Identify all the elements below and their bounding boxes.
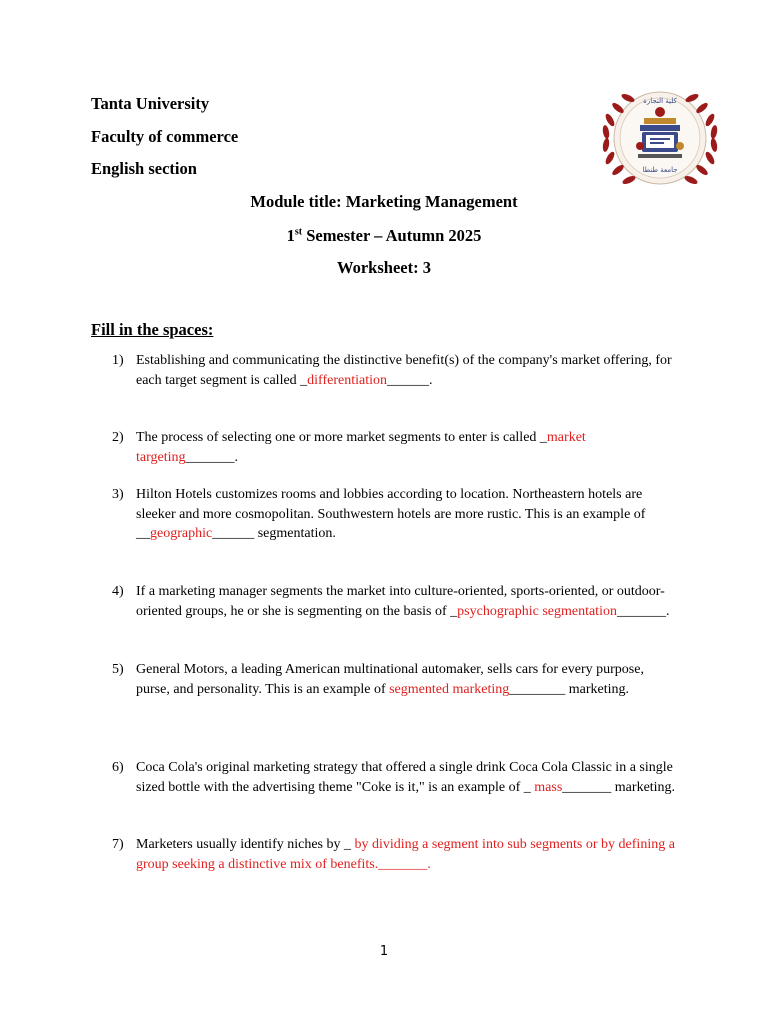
question-text: [136, 758, 678, 797]
page-number: 1: [379, 944, 389, 959]
question-prompt: Hilton Hotels customizes rooms and lobbies according to location. Northeastern hotels are sleeker and more cosmopolitan. Southwestern hotels are more rustic. This is an example of __: [136, 487, 646, 542]
svg-text:جامعة طنطا: جامعة طنطا: [642, 166, 678, 174]
faculty-logo: [596, 76, 724, 204]
question-number: 5): [112, 662, 124, 677]
question-prompt: General Motors, a leading American multinational automaker, sells cars for every purpose, purse, and personality. This is an example of: [136, 662, 644, 697]
question-suffix: _______.: [185, 449, 239, 465]
semester-ordinal: st: [294, 226, 303, 238]
question-prompt: Coca Cola's original marketing strategy that offered a single drink Coca Cola Classic in a single sized bottle with the advertising theme "Coke is it," is an example of _: [136, 760, 673, 795]
question-number: 6): [112, 760, 124, 775]
question-number: 7): [112, 837, 124, 852]
question-prompt: Establishing and communicating the distinctive benefit(s) of the company's market offering, for each target segment is called _: [136, 353, 672, 388]
question-number: 1): [112, 353, 124, 368]
question-text: [136, 582, 678, 621]
semester-text: Semester – Autumn 2025: [302, 226, 482, 245]
question-number: 4): [112, 584, 124, 599]
question-1: [112, 351, 678, 390]
semester-line: [0, 226, 768, 246]
answer-text: geographic: [150, 526, 213, 542]
question-suffix: ________ marketing.: [509, 681, 630, 697]
question-suffix: _______.: [616, 603, 670, 619]
section-name: English section: [91, 159, 197, 178]
question-3: [112, 485, 678, 544]
svg-text:كلية التجارة: كلية التجارة: [643, 97, 677, 105]
answer-text: market targeting: [136, 430, 586, 465]
question-prompt: The process of selecting one or more market segments to enter is called _: [136, 430, 547, 445]
faculty-name: Faculty of commerce: [91, 127, 239, 146]
university-name: Tanta University: [91, 94, 210, 113]
question-text: [136, 660, 678, 699]
question-prompt: If a marketing manager segments the market into culture-oriented, sports-oriented, or outdoor-oriented groups, he or she is segmenting on the basis of _: [136, 584, 665, 619]
question-suffix: ______ segmentation.: [212, 526, 336, 542]
question-prompt: Marketers usually identify niches by _: [136, 837, 355, 852]
question-2: [112, 428, 678, 467]
module-title: Module title: Marketing Management: [250, 192, 518, 211]
semester-number: 1: [286, 226, 295, 245]
question-text: [136, 485, 678, 544]
answer-text: psychographic segmentation: [457, 603, 617, 619]
question-suffix: ______.: [387, 372, 433, 388]
worksheet-number: Worksheet: 3: [337, 258, 431, 277]
question-text: [136, 351, 678, 390]
answer-text: mass: [534, 779, 563, 795]
question-suffix: _______ marketing.: [562, 779, 676, 795]
answer-text: by dividing a segment into sub segments or by defining a group seeking a distinctive mix of benefits._______.: [136, 837, 675, 872]
question-text: [136, 428, 678, 467]
question-7: [112, 835, 678, 874]
question-5: [112, 660, 678, 699]
question-6: [112, 758, 678, 797]
question-number: 2): [112, 430, 124, 445]
answer-text: differentiation: [307, 372, 387, 388]
section-title: Fill in the spaces:: [91, 320, 214, 339]
question-4: [112, 582, 678, 621]
question-text: [136, 835, 678, 874]
question-number: 3): [112, 487, 124, 502]
answer-text: segmented marketing: [389, 681, 510, 697]
